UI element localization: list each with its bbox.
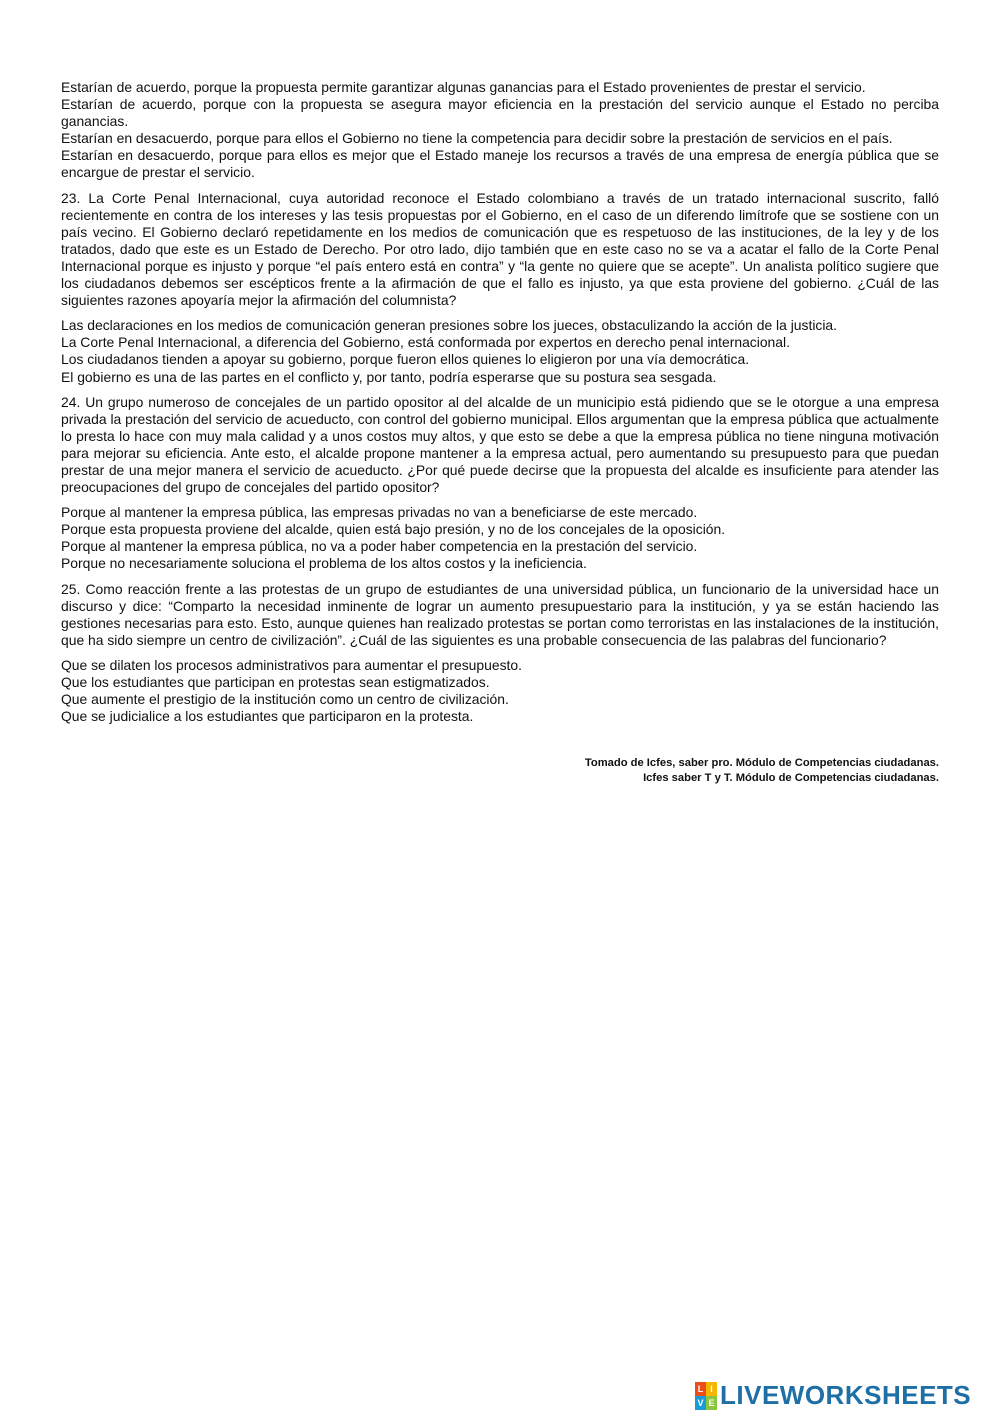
- q22-option-c: Estarían en desacuerdo, porque para ellos el Gobierno no tiene la competencia para decidir sobre la prestación de servicios en el país.: [61, 130, 893, 147]
- question-23: [61, 190, 939, 310]
- credit-line-1: Tomado de Icfes, saber pro. Módulo de Competencias ciudadanas.: [584, 757, 939, 770]
- logo-text: LIVEWORKSHEETS: [720, 1380, 972, 1410]
- q25-option-d: Que se judicialice a los estudiantes que participaron en la protesta.: [61, 708, 474, 725]
- liveworksheets-logo[interactable]: [695, 1380, 971, 1411]
- source-credits: [61, 756, 939, 786]
- q22-option-a: Estarían de acuerdo, porque la propuesta permite garantizar algunas ganancias para el Estado provenientes de prestar el servicio.: [61, 79, 866, 95]
- q23-option-c: Los ciudadanos tienden a apoyar su gobierno, porque fueron ellos quienes lo eligieron por una vía democrática.: [61, 351, 750, 368]
- q22-option-b: Estarían de acuerdo, porque con la propuesta se asegura mayor eficiencia en la prestación del servicio aunque el Estado no perciba ganancias.: [61, 96, 939, 130]
- q24-option-a: Porque al mantener la empresa pública, las empresas privadas no van a beneficiarse de este mercado.: [61, 504, 698, 521]
- q24-statement: 24. Un grupo numeroso de concejales de un partido opositor al del alcalde de un municipio está pidiendo que se le otorgue a una empresa privada la prestación del servicio de acueducto, con control del gobierno municipal. Ellos argumentan que la empresa pública que actualmente lo presta lo hace con muy mala calidad y a unos costos muy altos, y que esto se debe a que la empresa pública no tiene ninguna motivación para mejorar su eficiencia. Ante esto, el alcalde propone mantener a la empresa actual, pero aumentando su presupuesto para que puedan prestar de una mejor manera el servicio de acueducto. ¿Por qué puede decirse que la propuesta del alcalde es insuficiente para atender las preocupaciones del grupo de concejales del partido opositor?: [61, 393, 939, 496]
- credit-line-2: Icfes saber T y T. Módulo de Competencias ciudadanas.: [643, 772, 939, 785]
- q25-option-c: Que aumente el prestigio de la institución como un centro de civilización.: [61, 691, 509, 708]
- q23-option-a: Las declaraciones en los medios de comunicación generan presiones sobre los jueces, obstaculizando la acción de la justicia.: [61, 317, 838, 334]
- q24-options: [61, 504, 939, 572]
- q25-option-a: Que se dilaten los procesos administrativos para aumentar el presupuesto.: [61, 656, 522, 673]
- question-24: [61, 394, 939, 497]
- question-25: [61, 581, 939, 649]
- q25-option-b: Que los estudiantes que participan en protestas sean estigmatizados.: [61, 674, 490, 690]
- q24-option-d: Porque no necesariamente soluciona el problema de los altos costos y la ineficiencia.: [61, 555, 587, 572]
- q24-option-c: Porque al mantener la empresa pública, no va a poder haber competencia en la prestación del servicio.: [61, 538, 698, 555]
- q25-statement: 25. Como reacción frente a las protestas de un grupo de estudiantes de una universidad pública, un funcionario de la universidad hace un discurso y dice: “Comparto la necesidad inminente de lograr un aumento presupuestario para la institución, y ya se están haciendo las gestiones necesarias para esto. Esto, aunque quienes han realizado protestas se portan como terroristas en las instalaciones de la institución, que ha sido siempre un centro de civilización”. ¿Cuál de las siguientes es una probable consecuencia de las palabras del funcionario?: [61, 580, 939, 648]
- q23-options: [61, 317, 939, 385]
- q22-option-d: Estarían en desacuerdo, porque para ellos es mejor que el Estado maneje los recursos a través de una empresa de energía pública que se encargue de prestar el servicio.: [61, 147, 939, 181]
- q24-option-b: Porque esta propuesta proviene del alcalde, quien está bajo presión, y no de los concejales de la oposición.: [61, 521, 726, 538]
- q22-options: [61, 79, 939, 182]
- q23-option-b: La Corte Penal Internacional, a diferencia del Gobierno, está conformada por expertos en derecho penal internacional.: [61, 334, 790, 351]
- q23-statement: 23. La Corte Penal Internacional, cuya autoridad reconoce el Estado colombiano a través de un tratado internacional suscrito, falló recientemente en contra de los intereses y las tesis propuestas por el Gobierno, en el caso de un diferendo limítrofe que se sostiene con un país vecino. El Gobierno declaró repetidamente en los medios de comunicación que es respetuoso de las instituciones, de la ley y de los tratados, dado que este es un Estado de Derecho. Por otro lado, dijo también que en este caso no se va a acatar el fallo de la Corte Penal Internacional porque es injusto y porque “el país entero está en contra” y “la gente no quiere que se acepte”. Un analista político sugiere que los ciudadanos debemos ser escépticos frente a la afirmación de que el fallo es injusto, ya que esta proviene del gobierno. ¿Cuál de las siguientes razones apoyaría mejor la afirmación del columnista?: [61, 189, 939, 309]
- worksheet-page: [61, 79, 939, 786]
- q23-option-d: El gobierno es una de las partes en el conflicto y, por tanto, podría esperarse que su postura sea sesgada.: [61, 368, 717, 385]
- q25-options: [61, 657, 939, 725]
- logo-mark-icon: L I V E: [695, 1382, 717, 1410]
